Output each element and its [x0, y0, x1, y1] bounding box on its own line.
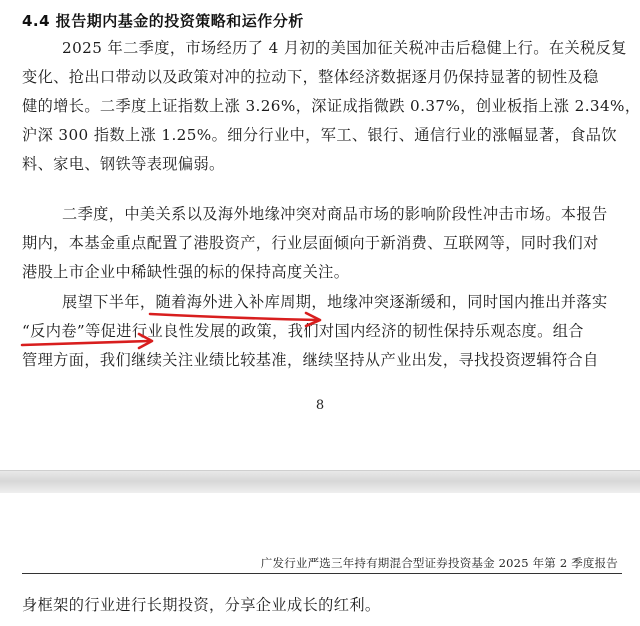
text-line: “反内卷”等促进行业良性发展的政策，我们对国内经济的韧性保持乐观态度。组合	[22, 322, 584, 340]
section-heading: 4.4 报告期内基金的投资策略和运作分析	[22, 12, 304, 30]
running-header: 广发行业严选三年持有期混合型证券投资基金 2025 年第 2 季度报告	[260, 556, 618, 570]
paragraph-portfolio	[22, 200, 622, 287]
paragraph-market-review	[22, 34, 640, 179]
page-break	[0, 470, 640, 494]
text-line: 沪深 300 指数上涨 1.25%。细分行业中，军工、银行、通信行业的涨幅显著，食品饮	[22, 126, 617, 144]
paragraph-outlook	[22, 288, 622, 375]
text-line: 变化、抢出口带动以及政策对冲的拉动下，整体经济数据逐月仍保持显著的韧性及稳	[22, 68, 599, 86]
text-line: 健的增长。二季度上证指数上涨 3.26%，深证成指微跌 0.37%，创业板指上涨 2.34%，	[22, 97, 640, 115]
page-number: 8	[315, 398, 325, 413]
text-line: 期内，本基金重点配置了港股资产，行业层面倾向于新消费、互联网等，同时我们对	[22, 234, 599, 252]
header-rule	[22, 573, 622, 574]
text-line: 展望下半年，随着海外进入补库周期，地缘冲突逐渐缓和，同时国内推出并落实	[62, 293, 608, 311]
report-page-lower	[0, 493, 640, 626]
text-line: 港股上市企业中稀缺性强的标的保持高度关注。	[22, 263, 350, 281]
text-line: 二季度，中美关系以及海外地缘冲突对商品市场的影响阶段性冲击市场。本报告	[62, 205, 608, 223]
text-line: 管理方面，我们继续关注业绩比较基准，继续坚持从产业出发，寻找投资逻辑符合自	[22, 351, 599, 369]
text-line: 2025 年二季度，市场经历了 4 月初的美国加征关税冲击后稳健上行。在关税反复	[62, 39, 627, 57]
text-line: 身框架的行业进行长期投资，分享企业成长的红利。	[22, 596, 381, 614]
text-line: 料、家电、钢铁等表现偏弱。	[22, 155, 225, 173]
paragraph-continuation	[22, 591, 622, 620]
